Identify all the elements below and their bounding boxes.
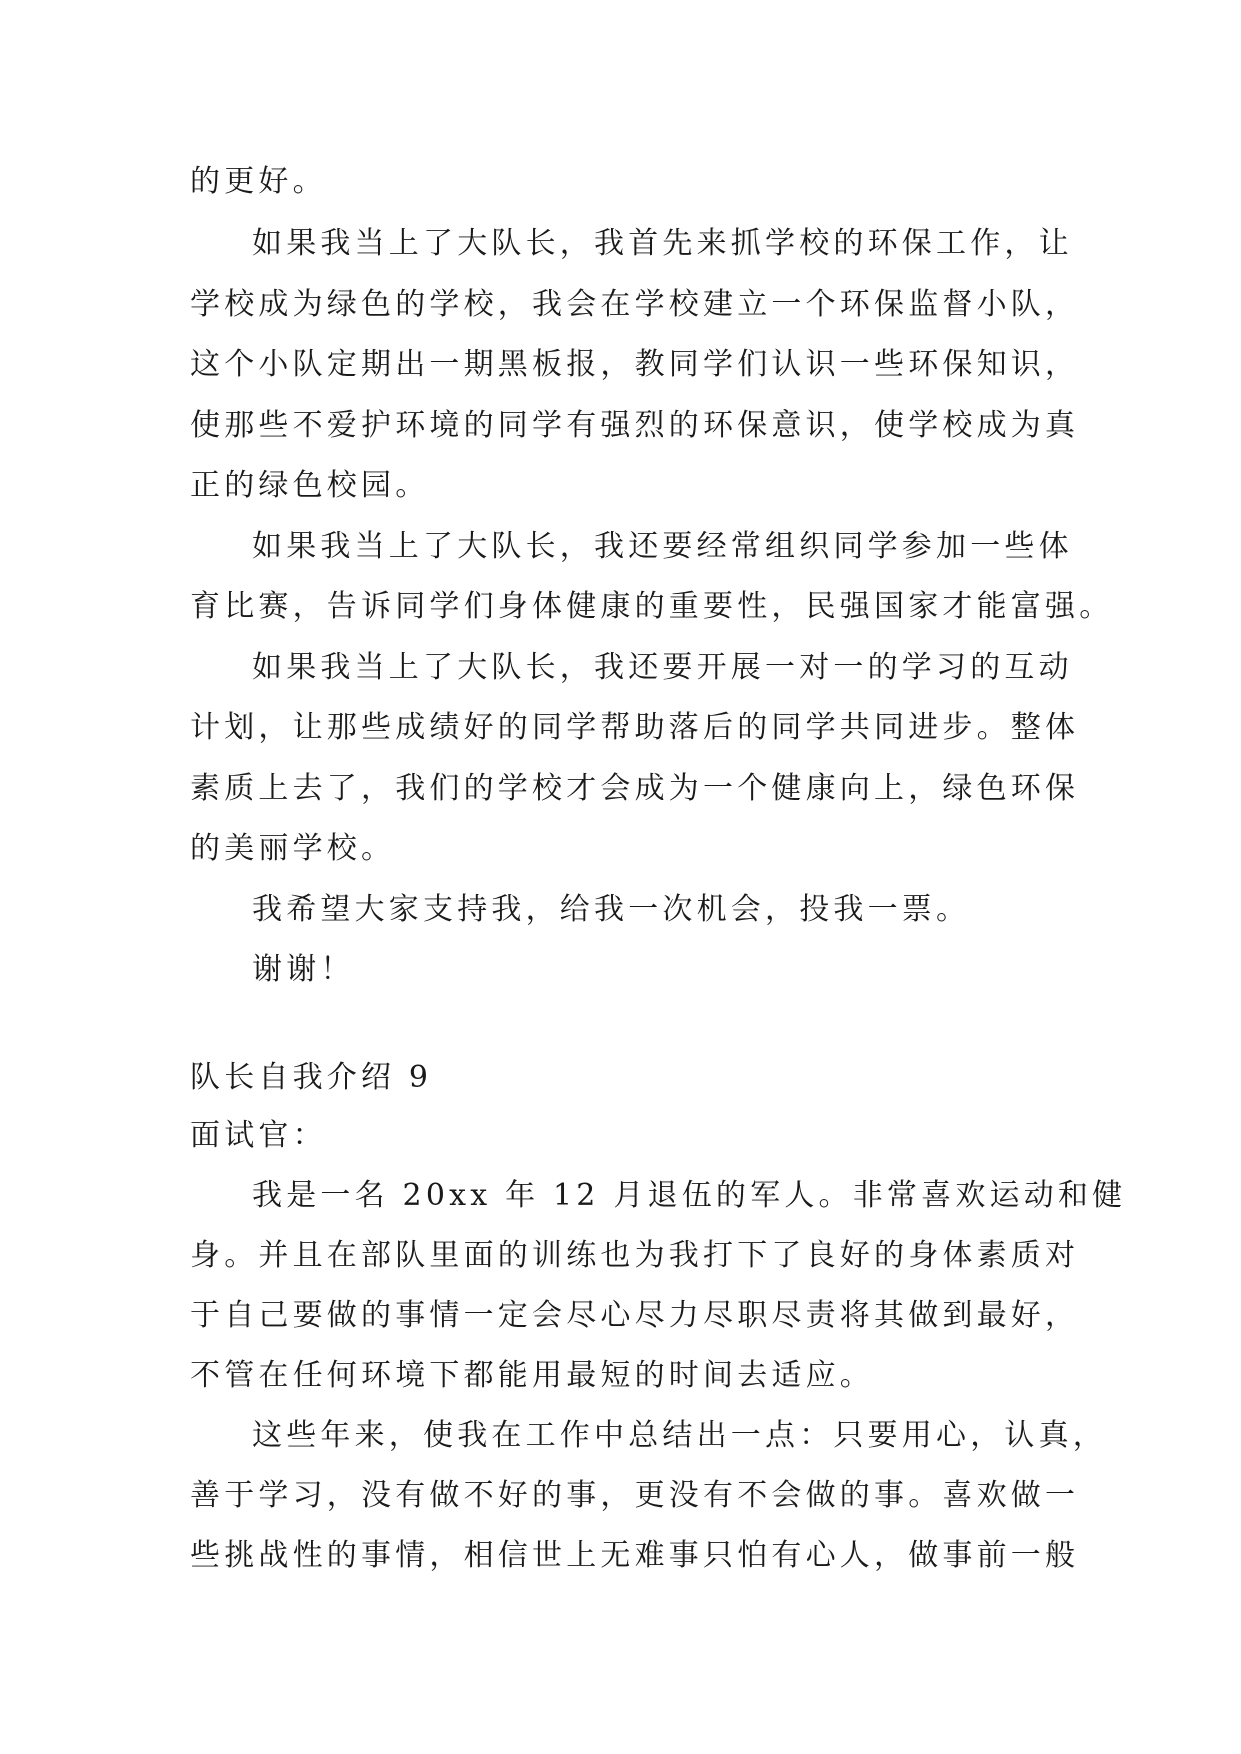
text-line: 育比赛，告诉同学们身体健康的重要性，民强国家才能富强。 bbox=[190, 589, 1114, 624]
text-line: 这个小队定期出一期黑板报，教同学们认识一些环保知识， bbox=[190, 347, 1080, 382]
paragraph-start: 如果我当上了大队长，我还要经常组织同学参加一些体 bbox=[252, 529, 1073, 564]
salutation: 面试官： bbox=[190, 1118, 327, 1153]
text-line: 善于学习，没有做不好的事，更没有不会做的事。喜欢做一 bbox=[190, 1478, 1080, 1513]
paragraph-start: 谢谢！ bbox=[252, 952, 355, 987]
text-line: 学校成为绿色的学校，我会在学校建立一个环保监督小队， bbox=[190, 287, 1080, 322]
paragraph-start: 我希望大家支持我，给我一次机会，投我一票。 bbox=[252, 892, 971, 927]
text-line: 计划，让那些成绩好的同学帮助落后的同学共同进步。整体 bbox=[190, 710, 1080, 745]
paragraph-start: 这些年来，使我在工作中总结出一点：只要用心，认真， bbox=[252, 1418, 1107, 1453]
paragraph-start: 我是一名 20xx 年 12 月退伍的军人。非常喜欢运动和健 bbox=[252, 1178, 1127, 1213]
paragraph-start: 如果我当上了大队长，我首先来抓学校的环保工作，让 bbox=[252, 226, 1073, 261]
text-line: 正的绿色校园。 bbox=[190, 468, 430, 503]
text-line: 素质上去了，我们的学校才会成为一个健康向上，绿色环保 bbox=[190, 771, 1080, 806]
text-line: 的美丽学校。 bbox=[190, 831, 396, 866]
paragraph-start: 如果我当上了大队长，我还要开展一对一的学习的互动 bbox=[252, 650, 1073, 685]
text-line: 的更好。 bbox=[190, 164, 327, 199]
text-line: 不管在任何环境下都能用最短的时间去适应。 bbox=[190, 1358, 874, 1393]
text-line: 些挑战性的事情，相信世上无难事只怕有心人，做事前一般 bbox=[190, 1538, 1080, 1573]
text-line: 于自己要做的事情一定会尽心尽力尽职尽责将其做到最好， bbox=[190, 1298, 1080, 1333]
text-line: 身。并且在部队里面的训练也为我打下了良好的身体素质对 bbox=[190, 1238, 1080, 1273]
section-heading: 队长自我介绍 9 bbox=[190, 1060, 433, 1095]
text-line: 使那些不爱护环境的同学有强烈的环保意识，使学校成为真 bbox=[190, 408, 1080, 443]
